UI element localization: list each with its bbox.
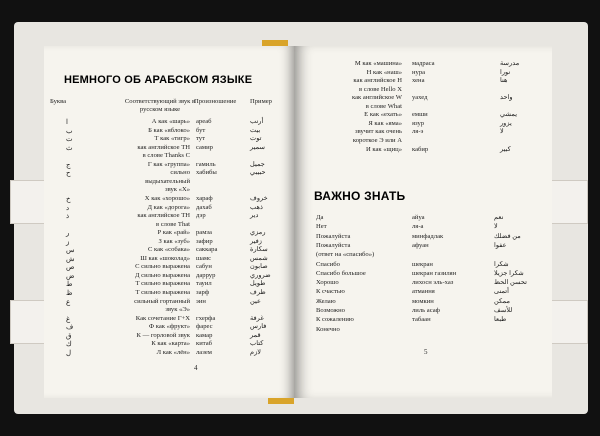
arabic-phrase: من فضلك: [494, 232, 521, 240]
example-word: خروف: [250, 194, 268, 202]
arabic-letter: غ: [66, 314, 71, 323]
transliteration: атмання: [412, 288, 435, 296]
example-word: طويل: [250, 280, 266, 288]
sound-description: как английское TH: [137, 212, 190, 220]
transliteration: табаан: [412, 316, 431, 324]
example-word: رمزي: [250, 229, 266, 237]
sound-description: звук «Э»: [165, 306, 190, 314]
example-word: ذهب: [250, 203, 263, 211]
pronunciation: самир: [196, 143, 213, 151]
russian-phrase: Пожалуйста: [316, 241, 351, 249]
arabic-letter: ف: [66, 323, 74, 332]
pronunciation: зафир: [196, 237, 213, 245]
sound-description: как английское W: [351, 94, 402, 102]
arabic-letter: ع: [66, 297, 71, 306]
pronunciation: ля-э: [412, 128, 424, 136]
transliteration: лиль асаф: [412, 307, 440, 314]
page-title: НЕМНОГО ОБ АРАБСКОМ ЯЗЫКЕ: [64, 74, 253, 86]
arabic-letter: خ: [66, 194, 71, 203]
arabic-letter: ت: [66, 135, 73, 144]
sound-description: звучит как очень: [355, 128, 402, 136]
sound-description: Как сочетание Г+Х: [135, 314, 190, 322]
russian-phrase: Спасибо: [316, 260, 340, 268]
sound-description: в слове Thanks С: [142, 152, 190, 160]
russian-phrase: Пожалуйста: [316, 232, 351, 240]
russian-phrase: Спасибо большое: [316, 269, 366, 277]
sound-description: звук «Х»: [165, 186, 190, 194]
column-header-pronunciation: Произношение: [194, 98, 237, 105]
example-word: يمشي: [500, 111, 518, 119]
example-word: حبيبي: [250, 169, 266, 177]
example-word: أرنب: [250, 118, 264, 125]
page-clip: [548, 180, 588, 224]
arabic-letter: ب: [66, 126, 73, 135]
russian-phrase: (ответ на «спасибо»): [316, 251, 375, 259]
arabic-phrase: للأسف: [494, 307, 513, 314]
sound-description: короткое Э или А: [352, 136, 402, 144]
arabic-letter: ر: [66, 229, 70, 238]
sound-description: в слове What: [365, 102, 402, 110]
example-word: زفير: [250, 237, 262, 245]
arabic-letter: ق: [66, 331, 72, 340]
sound-description: Г как «группа»: [147, 160, 190, 168]
pronunciation: ареаб: [196, 118, 212, 125]
russian-phrase: К счастью: [316, 288, 345, 296]
pronunciation: даррур: [196, 271, 216, 279]
arabic-letter: ذ: [66, 212, 70, 221]
arabic-letter: ث: [66, 143, 73, 152]
example-word: قمر: [250, 331, 261, 339]
example-word: جميل: [250, 160, 265, 168]
arabic-letter: ز: [66, 237, 70, 246]
left-page: [44, 46, 294, 398]
pronunciation: фарес: [196, 323, 213, 331]
pronunciation: уахед: [412, 94, 428, 102]
example-word: واحد: [500, 94, 513, 102]
sound-description: в слове That: [155, 220, 190, 228]
arabic-letter: ظ: [66, 289, 73, 297]
sound-description: как английское TH: [137, 143, 190, 151]
russian-phrase: Нет: [316, 223, 327, 231]
column-header-letter: Буква: [50, 98, 67, 105]
example-word: بيت: [250, 126, 261, 134]
pronunciation: бут: [196, 126, 206, 134]
sound-description: сильный гортанный: [134, 297, 190, 305]
russian-phrase: Возможно: [316, 307, 345, 314]
transliteration: афуан: [412, 241, 429, 249]
arabic-letter: ش: [66, 254, 75, 263]
arabic-letter: س: [66, 246, 75, 255]
transliteration: ля-а: [412, 223, 424, 231]
pronunciation: тут: [196, 135, 205, 143]
pronunciation: эин: [196, 297, 206, 305]
arabic-letter: ص: [66, 263, 75, 272]
sound-description: М как «машина»: [354, 60, 402, 67]
sound-description: Б как «яблоко»: [148, 126, 190, 134]
sound-description: Я как «яма»: [368, 119, 402, 127]
sound-description: Т сильно выражена: [135, 289, 190, 296]
arabic-phrase: ممكن: [494, 297, 511, 305]
arabic-phrase: شكرا جزيلا: [494, 269, 524, 277]
sound-description: Д сильно выражена: [135, 271, 190, 279]
pronunciation: китаб: [196, 340, 212, 348]
transliteration: шекран газилян: [412, 269, 457, 277]
transliteration: минфадлак: [412, 232, 444, 240]
column-header-example: Пример: [250, 98, 272, 105]
russian-phrase: Желаю: [316, 297, 336, 305]
example-word: كبير: [500, 145, 511, 153]
example-word: لازم: [250, 348, 262, 356]
arabic-phrase: طبعا: [494, 316, 507, 324]
pronunciation: хабибы: [196, 169, 217, 177]
pronunciation: дахаб: [196, 203, 212, 211]
arabic-letter: د: [66, 203, 70, 212]
pronunciation: нура: [412, 68, 426, 76]
sound-description: К — горловой звук: [136, 331, 190, 339]
arabic-letter: ج: [66, 160, 71, 169]
page-number: 5: [424, 348, 428, 356]
arabic-letter: ح: [66, 169, 71, 178]
arabic-letter: ط: [66, 280, 73, 289]
pronunciation: саккара: [196, 246, 218, 254]
sound-description: Т сильно выражена: [135, 280, 190, 288]
sound-description: Е как «ехать»: [364, 111, 402, 119]
arabic-letter: ل: [66, 348, 72, 357]
sound-description: Н как «наш»: [366, 68, 402, 76]
example-word: سكارة: [250, 246, 268, 254]
arabic-phrase: أتمنى: [494, 288, 509, 296]
transliteration: лихосн эль-хаз: [412, 279, 454, 287]
sound-description: С как «собака»: [147, 246, 190, 254]
pronunciation: гхерфа: [196, 314, 216, 322]
pronunciation: сабун: [196, 263, 212, 271]
page-clip: [548, 300, 588, 344]
example-word: كتاب: [250, 340, 264, 348]
pronunciation: рамза: [196, 229, 212, 237]
example-word: ظرف: [250, 289, 266, 296]
sound-description: Ш как «шоколад»: [140, 254, 190, 262]
example-word: توت: [250, 135, 262, 143]
section-title: ВАЖНО ЗНАТЬ: [314, 189, 406, 203]
sound-description: Т как «тигр»: [154, 135, 190, 143]
page-number: 4: [194, 364, 198, 372]
pronunciation: лазем: [196, 348, 212, 356]
pronunciation: камар: [196, 331, 213, 339]
sound-description: сильно: [170, 169, 190, 177]
arabic-letter: ض: [66, 271, 75, 280]
example-word: ضروري: [250, 271, 271, 279]
example-word: مدرسة: [500, 60, 520, 67]
sound-description: И как «щиц»: [365, 145, 402, 153]
arabic-letter: ا: [66, 118, 68, 126]
sound-description: Д как «дорога»: [147, 203, 190, 211]
example-word: نورا: [500, 68, 511, 76]
arabic-phrase: شكرا: [494, 260, 509, 268]
transliteration: айуа: [412, 214, 425, 221]
example-word: دير: [250, 212, 259, 220]
sound-description: К как «карта»: [151, 340, 190, 348]
arabic-phrase: تحسن الحظ: [494, 279, 527, 287]
pronunciation: тауил: [196, 280, 212, 288]
transliteration: шекран: [412, 260, 433, 268]
example-word: شمس: [250, 254, 268, 262]
arabic-phrase: عفوا: [494, 241, 507, 249]
sound-description: Л как «лён»: [156, 348, 190, 356]
arabic-phrase: لا: [494, 223, 498, 231]
example-word: فارس: [250, 323, 267, 331]
example-word: صابون: [250, 263, 268, 271]
example-word: عين: [250, 297, 261, 305]
sound-description: С сильно выражена: [135, 263, 190, 271]
sound-description: в слове Hello Х: [359, 85, 402, 93]
example-word: سمير: [250, 143, 265, 151]
sound-description: выдыхательный: [145, 177, 190, 185]
pronunciation: дэр: [196, 212, 206, 220]
example-word: غرفة: [250, 314, 264, 322]
russian-phrase: Конечно: [316, 325, 340, 333]
pronunciation: язур: [412, 119, 425, 127]
pronunciation: хараф: [196, 194, 213, 202]
pronunciation: шамс: [196, 254, 212, 262]
arabic-phrase: نعم: [494, 214, 504, 221]
pronunciation: мадраса: [412, 60, 435, 67]
sound-description: Х как «хорошо»: [144, 194, 190, 202]
pronunciation: емши: [412, 111, 428, 119]
arabic-letter: ك: [66, 340, 72, 349]
sound-description: Р как «рай»: [157, 229, 190, 237]
example-word: لا: [500, 128, 504, 136]
russian-phrase: Да: [316, 214, 324, 221]
pronunciation: хена: [412, 77, 425, 85]
column-header-sound: Соответствующий звук в русском языке: [124, 98, 196, 113]
transliteration: момкин: [412, 297, 434, 305]
example-word: يزور: [500, 119, 512, 127]
sound-description: З как «зуб»: [158, 237, 190, 245]
russian-phrase: К сожалению: [316, 316, 354, 324]
pronunciation: зарф: [196, 289, 210, 296]
pronunciation: кабир: [412, 145, 429, 153]
russian-phrase: Хорошо: [316, 279, 339, 287]
sound-description: как английское Н: [353, 77, 402, 85]
example-word: هنا: [500, 77, 508, 85]
right-page: [294, 46, 552, 398]
sound-description: Ф как «фрукт»: [148, 323, 190, 331]
sound-description: А как «шарь»: [151, 118, 190, 125]
pronunciation: гамиль: [196, 160, 216, 168]
